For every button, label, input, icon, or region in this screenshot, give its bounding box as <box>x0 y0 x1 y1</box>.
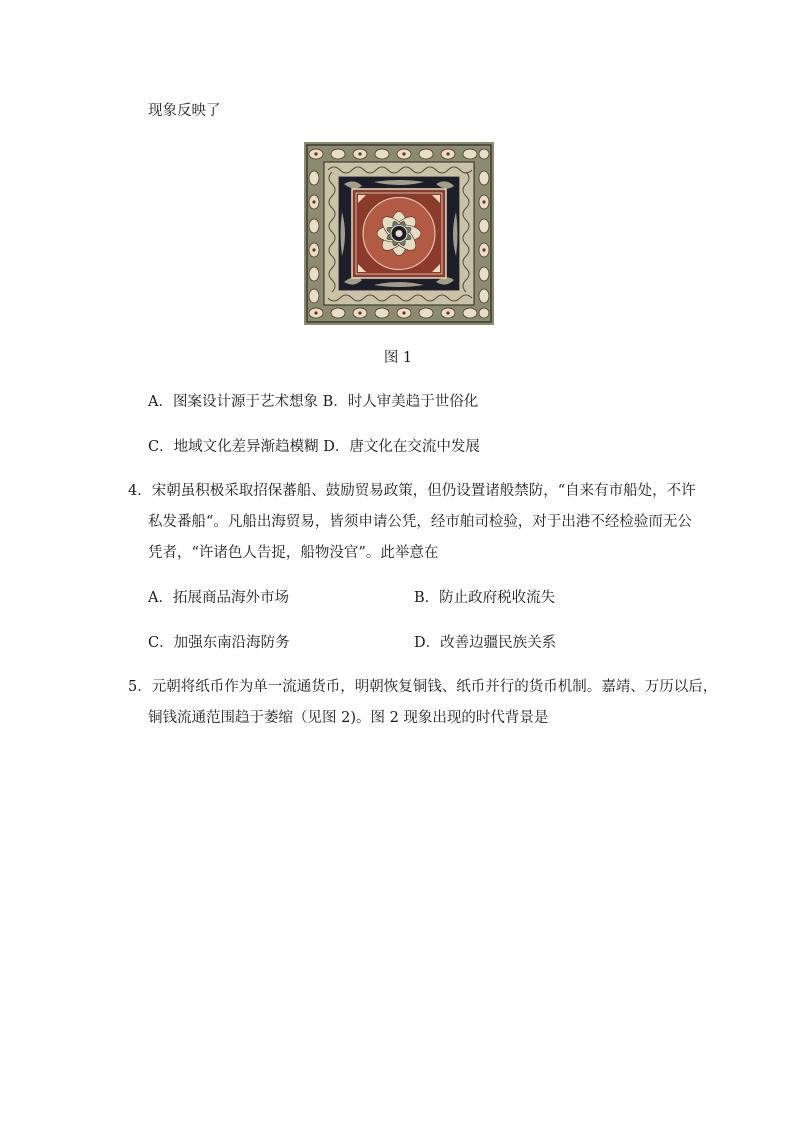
question-4-stem-line-2: 私发番船“。凡船出海贸易，皆须申请公凭，经市舶司检验，对于出港不经检验而无公 <box>148 514 692 530</box>
ornamental-pattern-image <box>304 142 494 325</box>
question-4-option-c: C．加强东南沿海防务 <box>148 635 290 651</box>
question-3-options-line-1: A．图案设计源于艺术想象 B．时人审美趋于世俗化 <box>148 394 479 410</box>
question-4-option-d: D．改善边疆民族关系 <box>414 635 557 651</box>
question-4-option-a: A．拓展商品海外市场 <box>148 590 289 606</box>
figure-1-caption: 图 1 <box>383 350 413 366</box>
question-4-option-b: B．防止政府税收流失 <box>414 590 556 606</box>
figure-1-image <box>304 142 494 325</box>
question-3-options-line-2: C．地域文化差异渐趋模糊 D．唐文化在交流中发展 <box>148 439 480 455</box>
question-5-stem-line-2: 铜钱流通范围趋于萎缩（见图 2)。图 2 现象出现的时代背景是 <box>148 710 549 726</box>
question-4-stem-line-1: 4．宋朝虽积极采取招保蕃船、鼓励贸易政策，但仍设置诸般禁防，“自来有市船处，不许 <box>128 483 696 499</box>
question-5-stem-line-1: 5．元朝将纸币作为单一流通货币，明朝恢复铜钱、纸币并行的货币机制。嘉靖、万历以后， <box>128 679 718 695</box>
question-3-stem-end: 现象反映了 <box>148 103 221 119</box>
question-4-stem-line-3: 凭者，“许诸色人告捉，船物没官”。此举意在 <box>148 545 439 561</box>
